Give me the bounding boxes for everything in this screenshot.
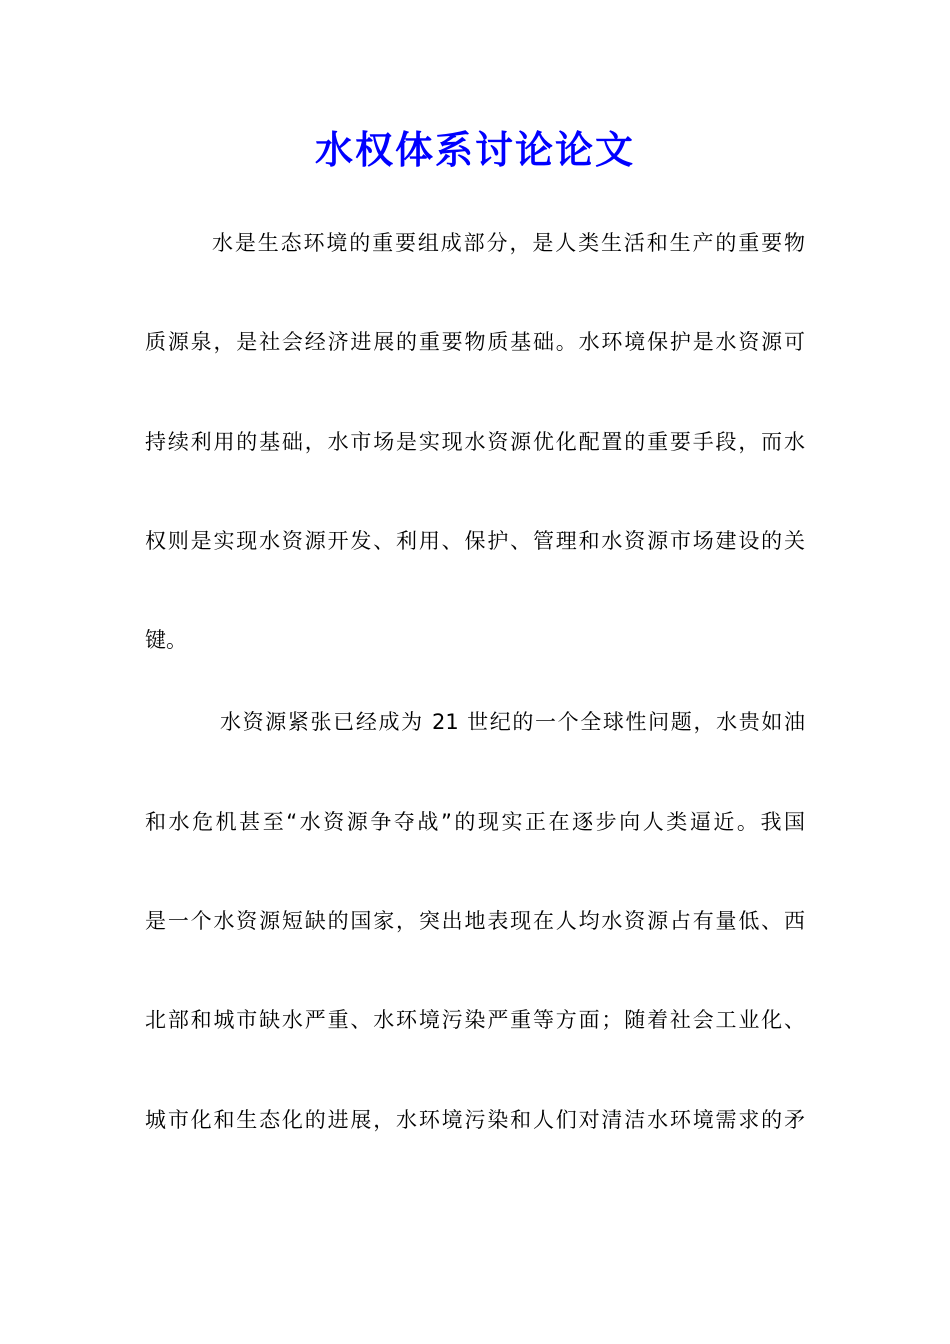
paragraph-line: 键。 xyxy=(145,628,187,652)
document-title: 水权体系讨论论文 xyxy=(314,127,635,172)
paragraph-line: 北部和城市缺水严重、水环境污染严重等方面；随着社会工业化、 xyxy=(145,1008,805,1032)
paragraph-line: 水资源紧张已经成为 21 世纪的一个全球性问题，水贵如油 xyxy=(220,710,805,734)
paragraph-line: 权则是实现水资源开发、利用、保护、管理和水资源市场建设的关 xyxy=(145,529,805,553)
paragraph-line: 持续利用的基础，水市场是实现水资源优化配置的重要手段，而水 xyxy=(145,430,805,454)
paragraph-line: 和水危机甚至“水资源争夺战”的现实正在逐步向人类逼近。我国 xyxy=(145,810,805,834)
paragraph-line: 城市化和生态化的进展，水环境污染和人们对清洁水环境需求的矛 xyxy=(145,1108,805,1132)
paragraph-line: 质源泉，是社会经济进展的重要物质基础。水环境保护是水资源可 xyxy=(145,330,805,354)
paragraph-line: 是一个水资源短缺的国家，突出地表现在人均水资源占有量低、西 xyxy=(145,909,805,933)
paragraph-line: 水是生态环境的重要组成部分，是人类生活和生产的重要物 xyxy=(212,231,805,255)
